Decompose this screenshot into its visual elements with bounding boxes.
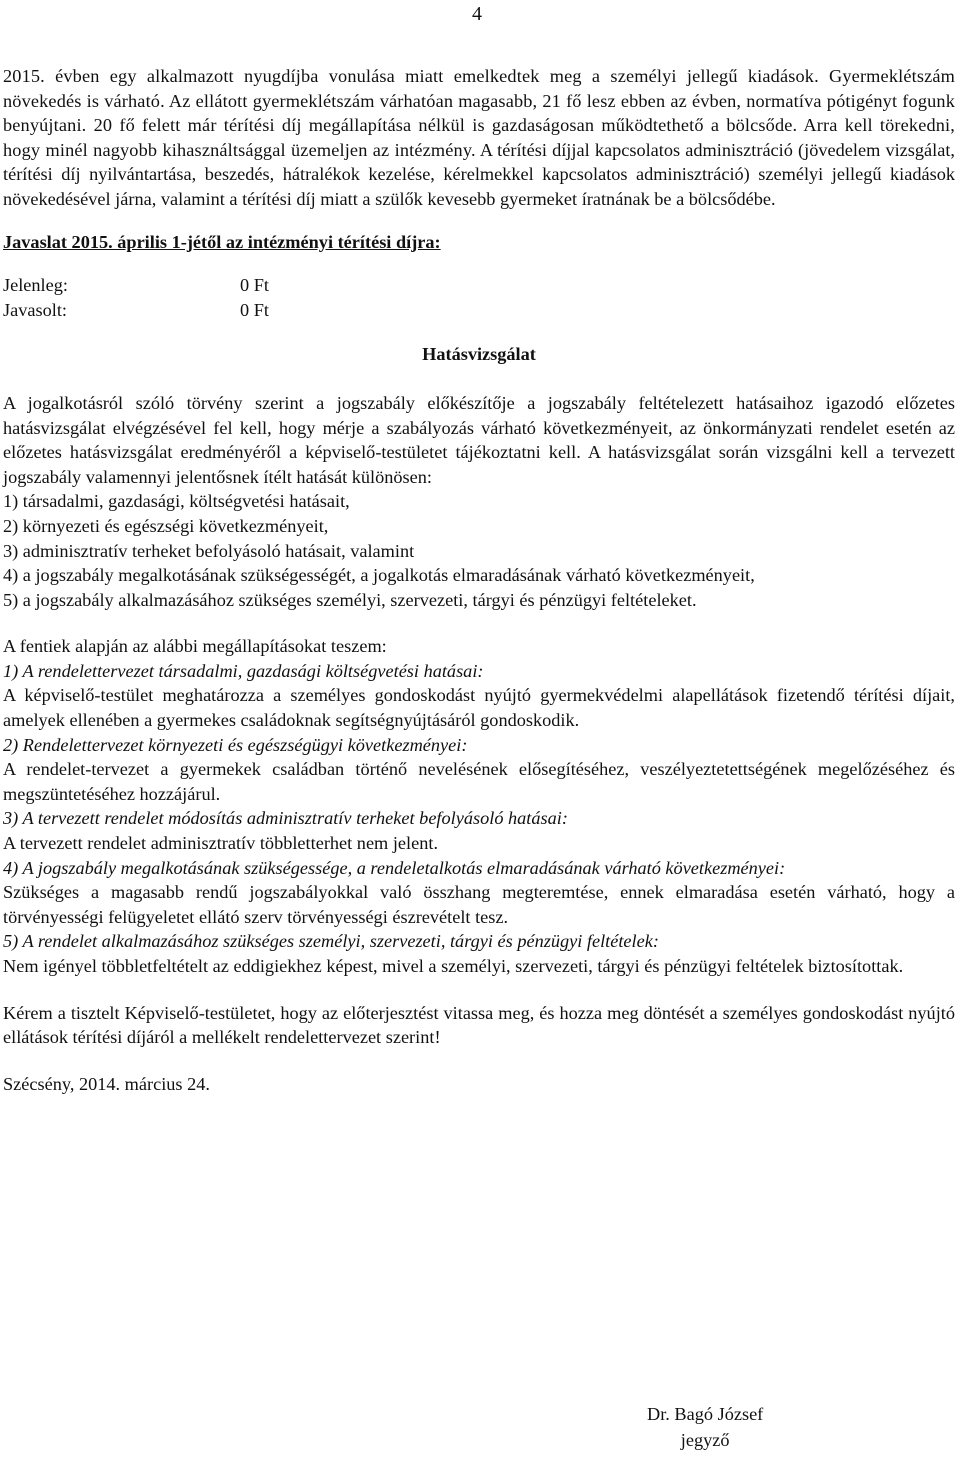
list-item: 3) adminisztratív terheket befolyásoló hatásait, valamint	[3, 540, 415, 561]
signatory-name: Dr. Bagó József	[647, 1404, 764, 1424]
finding-text: Nem igényel többletfeltételt az eddigiekhez képest, mivel a személyi, szervezeti, tárgyi és pénzügyi feltételek biztosítottak.	[3, 956, 904, 976]
finding-heading: 1) A rendelettervezet társadalmi, gazdasági költségvetési hatásai:	[3, 660, 484, 681]
signatory-title: jegyző	[680, 1430, 730, 1450]
finding-heading: 3) A tervezett rendelet módosítás adminisztratív terheket befolyásoló hatásai:	[3, 808, 568, 829]
page-number: 4	[472, 3, 482, 25]
findings-list	[3, 659, 955, 979]
finding-text: A tervezett rendelet adminisztratív többletterhet nem jelent.	[3, 833, 439, 854]
rate-value: 0 Ft	[240, 299, 269, 320]
rate-value: 0 Ft	[240, 275, 269, 296]
rate-label: Javasolt:	[3, 299, 67, 320]
finding-text: A képviselő-testület meghatározza a személyes gondoskodást nyújtó gyermekvédelmi alapellátások fizetendő térítési díjait, amelyek ellenében a gyermekes családoknak segítségnyújtásáról gondoskodik.	[3, 685, 955, 731]
list-item: 5) a jogszabály alkalmazásához szükséges személyi, szervezeti, tárgyi és pénzügyi feltételeket.	[3, 589, 697, 610]
impact-intro: A jogalkotásról szóló törvény szerint a jogszabály előkészítője a jogszabály feltételezett hatásaihoz igazodó előzetes hatásvizsgálat elvégzésével fel kell, hogy mérje a szabályozás várható következményeit, az önkormányzati rendelet esetén az előzetes hatásvizsgálat eredményéről a képviselő-testületet tájékoztatni kell. A hatásvizsgálat során vizsgálni kell a tervezett jogszabály valamennyi jelentősnek ítélt hatását különösen:	[3, 392, 955, 487]
rate-label: Jelenleg:	[3, 275, 68, 296]
finding-heading: 5) A rendelet alkalmazásához szükséges személyi, szervezeti, tárgyi és pénzügyi feltételek:	[3, 931, 659, 952]
impact-list	[3, 489, 955, 612]
place-date: Szécsény, 2014. március 24.	[3, 1073, 210, 1094]
signature-block	[647, 1401, 763, 1453]
finding-text: A rendelet-tervezet a gyermekek családban történő nevelésének elősegítéséhez, veszélyeztetettségének megelőzéséhez és megszüntetéséhez hozzájárul.	[3, 759, 955, 804]
list-item: 2) környezeti és egészségi következményeit,	[3, 515, 329, 536]
finding-heading: 2) Rendelettervezet környezeti és egészségügyi következményei:	[3, 734, 468, 755]
intro-text-part1: 2015. évben egy alkalmazott nyugdíjba vonulása miatt emelkedtek meg a személyi jellegű kiadások. Gyermeklétszám növekedés is várható. Az ellátott gyermeklétszám várhatóan magasabb, 21 fő lesz ebben az évben, normatíva pótigényt fogunk benyújtani. 20 fő felett már térítési díj megállapítása nélkül is gazdaságosan működtethető a bölcsőde. Arra kell törekedni, hogy minél nagyobb kihasználtsággal üzemeljen az intézmény.	[3, 66, 955, 160]
intro-paragraph	[3, 64, 955, 212]
intro-text-part2: A térítési díjjal kapcsolatos adminisztráció (jövedelem vizsgálat, térítési díj nyilvántartása, beszedés, hátralékok kezelése, kérelmekkel kapcsolatos adminisztráció) személyi jellegű kiadások növekedésével járna, valamint a térítési díj miatt a szülők kevesebb gyermeket íratnának be a bölcsődébe.	[3, 139, 955, 209]
rate-row-current	[3, 273, 955, 298]
findings-intro: A fentiek alapján az alábbi megállapításokat teszem:	[3, 636, 387, 657]
finding-heading: 4) A jogszabály megalkotásának szükségessége, a rendeletalkotás elmaradásának várható következményei:	[3, 857, 786, 878]
document-body	[3, 64, 955, 1096]
rates-block	[3, 273, 955, 322]
impact-title: Hatásvizsgálat	[422, 344, 536, 365]
list-item: 1) társadalmi, gazdasági, költségvetési hatásait,	[3, 491, 350, 512]
list-item: 4) a jogszabály megalkotásának szükségességét, a jogalkotás elmaradásának várható következményeit,	[3, 565, 755, 586]
rate-row-proposed	[3, 298, 955, 323]
request-paragraph: Kérem a tisztelt Képviselő-testületet, hogy az előterjesztést vitassa meg, és hozza meg döntését a személyes gondoskodást nyújtó ellátások térítési díjáról a mellékelt rendelettervezet szerint!	[3, 1002, 955, 1048]
finding-text: Szükséges a magasabb rendű jogszabályokkal való összhang megteremtése, ennek elmaradása esetén várható, hogy a törvényességi felügyeletet ellátó szerv törvényességi észrevételt tesz.	[3, 882, 955, 927]
proposal-heading: Javaslat 2015. április 1-jétől az intézményi térítési díjra:	[3, 231, 441, 252]
